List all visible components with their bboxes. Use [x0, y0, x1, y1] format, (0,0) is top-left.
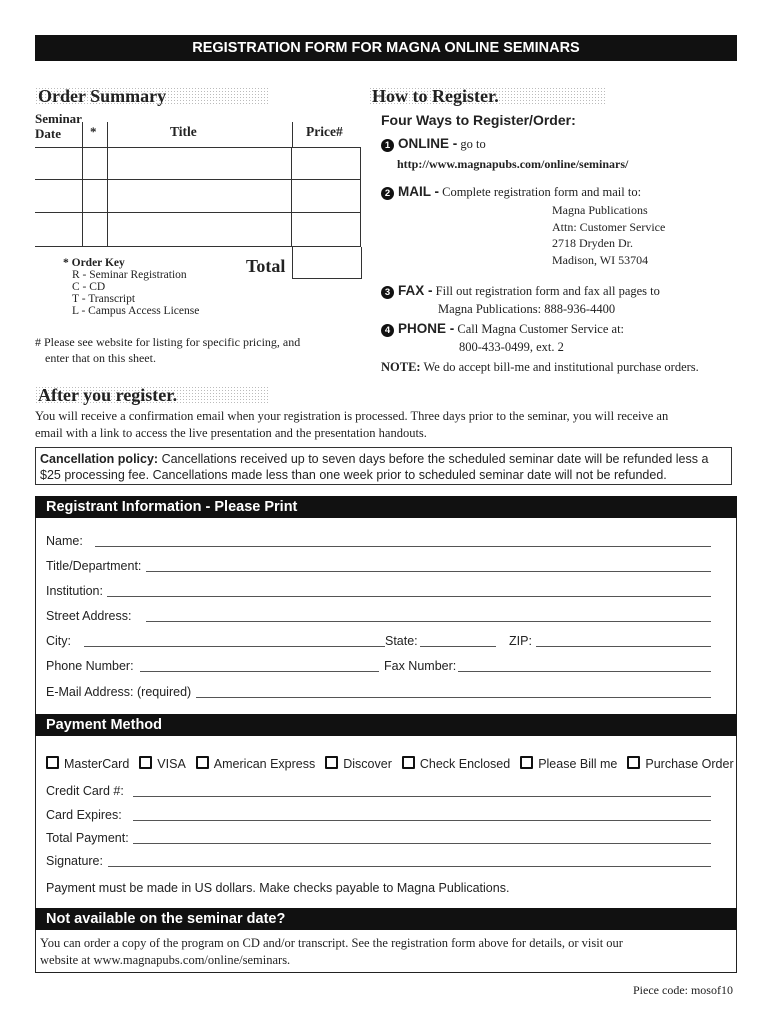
- online-url-link[interactable]: http://www.magnapubs.com/online/seminars/: [397, 157, 629, 171]
- order-summary-heading: Order Summary: [35, 87, 270, 105]
- order-key-item: C - CD: [72, 281, 106, 293]
- number-3-icon: 3: [381, 286, 394, 299]
- registrant-info-header: Registrant Information - Please Print: [35, 496, 737, 518]
- order-key-item: R - Seminar Registration: [72, 269, 187, 281]
- how-to-register-heading: How to Register.: [369, 87, 605, 105]
- phone-number-field[interactable]: [140, 671, 379, 672]
- order-row: [35, 180, 361, 213]
- checkbox-icon[interactable]: [627, 756, 640, 769]
- payment-options: [46, 755, 734, 773]
- bill-me-option[interactable]: Please Bill me: [520, 756, 617, 771]
- visa-option[interactable]: VISA: [139, 756, 186, 771]
- payment-method-header: Payment Method: [35, 714, 737, 736]
- order-key-title: * Order Key: [63, 257, 125, 269]
- title-department-label: Title/Department:: [46, 559, 142, 573]
- purchase-order-option[interactable]: Purchase Order: [627, 756, 733, 771]
- checkbox-icon[interactable]: [402, 756, 415, 769]
- american-express-option[interactable]: American Express: [196, 756, 315, 771]
- not-available-text: You can order a copy of the program on CD and/or transcript. See the registration form above for details, or visit our website at www.magnapubs.com/online/seminars.: [40, 936, 623, 967]
- col-price-header: Price#: [306, 124, 343, 139]
- mail-address: Magna Publications Attn: Customer Service 2718 Dryden Dr. Madison, WI 53704: [552, 203, 666, 267]
- total-input[interactable]: [292, 247, 362, 279]
- state-label: State:: [385, 634, 418, 648]
- fax-number-field[interactable]: [458, 671, 711, 672]
- order-key-cell[interactable]: [82, 213, 107, 247]
- after-register-heading: After you register.: [35, 386, 270, 404]
- payment-note: Payment must be made in US dollars. Make checks payable to Magna Publications.: [46, 881, 510, 895]
- email-label: E-Mail Address: (required): [46, 685, 192, 699]
- credit-card-field[interactable]: [133, 796, 711, 797]
- title-cell[interactable]: [107, 148, 291, 180]
- phone-number: 800-433-0499, ext. 2: [459, 340, 564, 354]
- name-label: Name:: [46, 534, 83, 548]
- order-key-item: T - Transcript: [72, 293, 136, 305]
- piece-code: Piece code: mosof10: [633, 983, 733, 997]
- city-field[interactable]: [84, 646, 385, 647]
- city-label: City:: [46, 634, 71, 648]
- check-enclosed-option[interactable]: Check Enclosed: [402, 756, 510, 771]
- header-divider: [82, 122, 83, 148]
- mail-option: 2 MAIL - Complete registration form and mail to:: [381, 184, 641, 200]
- after-register-text: You will receive a confirmation email when your registration is processed. Three days prior to the seminar, you will receive an email with a link to access the live presentation and the presentation handouts.: [35, 409, 669, 440]
- col-title-header: Title: [170, 124, 197, 139]
- name-field[interactable]: [95, 546, 711, 547]
- title-cell[interactable]: [107, 180, 291, 213]
- total-label: Total: [246, 256, 286, 276]
- cancellation-policy-box: Cancellation policy: Cancellations received up to seven days before the scheduled seminar date will be refunded less a $25 processing fee. Cancellations made less than one week prior to scheduled seminar date will not be refunded.: [35, 447, 732, 485]
- pricing-note: # Please see website for listing for specific pricing, and enter that on this sheet.: [35, 335, 301, 365]
- state-field[interactable]: [420, 646, 496, 647]
- email-field[interactable]: [196, 697, 711, 698]
- number-2-icon: 2: [381, 187, 394, 200]
- institution-label: Institution:: [46, 584, 103, 598]
- mastercard-option[interactable]: MasterCard: [46, 756, 129, 771]
- order-row: [35, 148, 361, 180]
- number-1-icon: 1: [381, 139, 394, 152]
- header-divider: [292, 122, 293, 148]
- total-payment-field[interactable]: [133, 843, 711, 844]
- note: NOTE: We do accept bill-me and institutional purchase orders.: [381, 360, 699, 374]
- fax-number-label: Fax Number:: [384, 659, 457, 673]
- checkbox-icon[interactable]: [520, 756, 533, 769]
- order-key-item: L - Campus Access License: [72, 305, 200, 317]
- discover-option[interactable]: Discover: [325, 756, 392, 771]
- price-cell[interactable]: [292, 148, 361, 180]
- not-available-header: Not available on the seminar date?: [35, 908, 737, 930]
- fax-option: 3 FAX - Fill out registration form and fax all pages to: [381, 283, 660, 299]
- seminar-date-cell[interactable]: [35, 180, 82, 213]
- phone-option: 4 PHONE - Call Magna Customer Service at:: [381, 321, 624, 337]
- order-key-cell[interactable]: [82, 148, 107, 180]
- number-4-icon: 4: [381, 324, 394, 337]
- signature-field[interactable]: [108, 866, 711, 867]
- form-title: REGISTRATION FORM FOR MAGNA ONLINE SEMINARS: [35, 35, 737, 61]
- phone-number-label: Phone Number:: [46, 659, 134, 673]
- price-cell[interactable]: [292, 180, 361, 213]
- card-expires-field[interactable]: [133, 820, 711, 821]
- order-key-cell[interactable]: [82, 180, 107, 213]
- price-cell[interactable]: [292, 213, 361, 247]
- order-row: [35, 213, 361, 247]
- title-department-field[interactable]: [146, 571, 711, 572]
- order-key-list: [72, 269, 199, 317]
- street-address-field[interactable]: [146, 621, 711, 622]
- zip-label: ZIP:: [509, 634, 532, 648]
- card-expires-label: Card Expires:: [46, 808, 122, 822]
- order-table: [35, 147, 361, 247]
- title-cell[interactable]: [107, 213, 291, 247]
- institution-field[interactable]: [107, 596, 711, 597]
- fax-number: Magna Publications: 888-936-4400: [438, 302, 616, 316]
- online-option: 1 ONLINE - go to: [381, 136, 486, 152]
- checkbox-icon[interactable]: [196, 756, 209, 769]
- seminar-date-cell[interactable]: [35, 148, 82, 180]
- four-ways-subheading: Four Ways to Register/Order:: [381, 112, 576, 128]
- checkbox-icon[interactable]: [46, 756, 59, 769]
- checkbox-icon[interactable]: [139, 756, 152, 769]
- header-divider: [107, 122, 108, 148]
- zip-field[interactable]: [536, 646, 711, 647]
- signature-label: Signature:: [46, 854, 103, 868]
- street-address-label: Street Address:: [46, 609, 132, 623]
- col-seminar-date-header: Seminar Date: [35, 111, 82, 141]
- seminar-date-cell[interactable]: [35, 213, 82, 247]
- col-order-key-header: *: [90, 124, 97, 139]
- total-payment-label: Total Payment:: [46, 831, 129, 845]
- credit-card-label: Credit Card #:: [46, 784, 124, 798]
- checkbox-icon[interactable]: [325, 756, 338, 769]
